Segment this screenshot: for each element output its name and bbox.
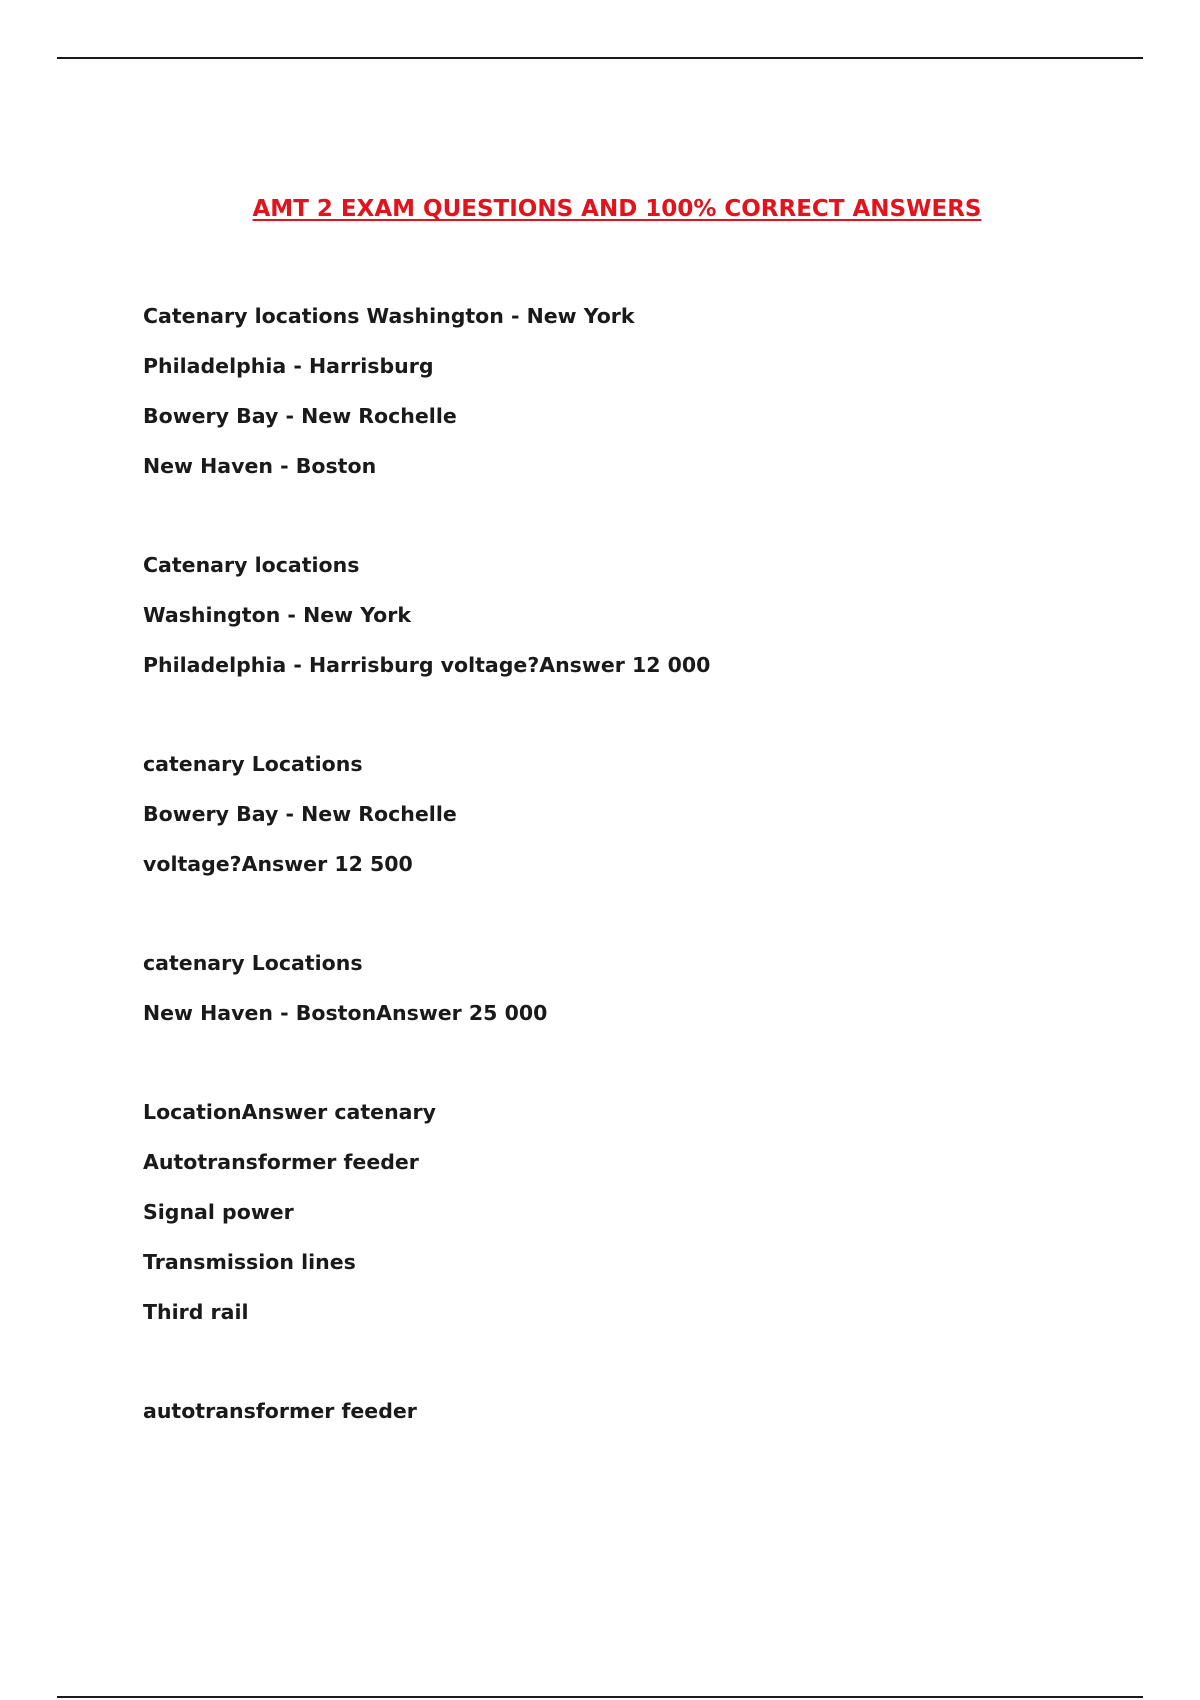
text-line: LocationAnswer catenary — [143, 1100, 436, 1124]
text-line: Philadelphia - Harrisburg voltage?Answer 12 000 — [143, 653, 711, 677]
text-line: New Haven - Boston — [143, 454, 377, 478]
text-line: catenary Locations — [143, 951, 363, 975]
qa-block — [143, 950, 1143, 1050]
text-line: Bowery Bay - New Rochelle — [143, 802, 457, 826]
text-line: Third rail — [143, 1300, 249, 1324]
text-line: voltage?Answer 12 500 — [143, 852, 413, 876]
text-line: Autotransformer feeder — [143, 1150, 419, 1174]
document-title: AMT 2 EXAM QUESTIONS AND 100% CORRECT ANSWERS — [252, 196, 982, 222]
text-line: autotransformer feeder — [143, 1399, 417, 1423]
text-line: New Haven - BostonAnswer 25 000 — [143, 1001, 548, 1025]
text-line: Catenary locations Washington - New York — [143, 304, 635, 328]
qa-block — [143, 1398, 1143, 1448]
text-line: Catenary locations — [143, 553, 360, 577]
qa-block — [143, 751, 1143, 901]
text-line: catenary Locations — [143, 752, 363, 776]
top-rule — [57, 57, 1143, 59]
qa-block — [143, 552, 1143, 702]
text-line: Washington - New York — [143, 603, 411, 627]
qa-block — [143, 1099, 1143, 1349]
text-line: Signal power — [143, 1200, 294, 1224]
text-line: Bowery Bay - New Rochelle — [143, 404, 457, 428]
qa-block — [143, 303, 1143, 503]
document-body — [143, 303, 1143, 1497]
text-line: Philadelphia - Harrisburg — [143, 354, 434, 378]
text-line: Transmission lines — [143, 1250, 356, 1274]
bottom-rule — [57, 1696, 1143, 1698]
